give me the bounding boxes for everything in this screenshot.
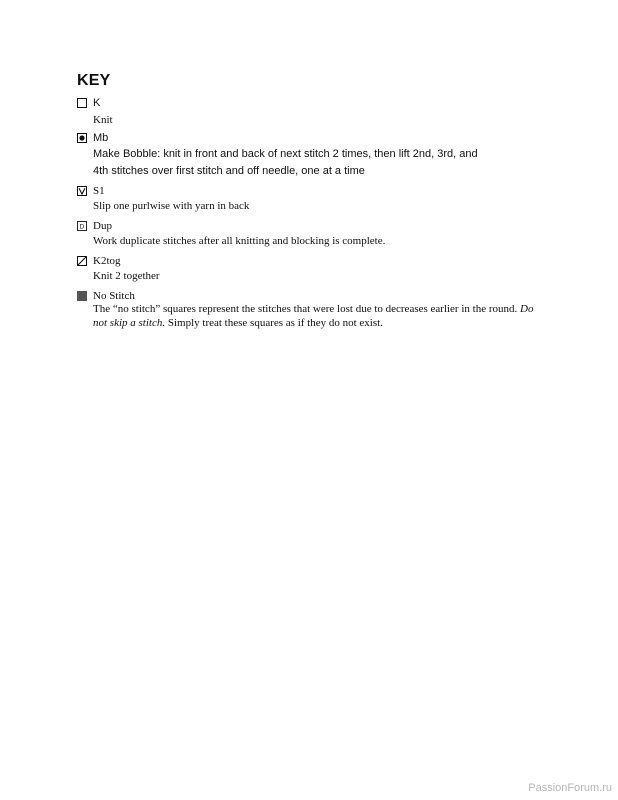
key-desc-line: 4th stitches over first stitch and off needle, one at a time [93, 165, 365, 177]
key-abbr: K [93, 97, 101, 109]
key-abbr: Mb [93, 132, 109, 144]
key-desc: Slip one purlwise with yarn in back [93, 200, 250, 212]
key-desc-emphasis: Do not skip a stitch. [93, 303, 534, 329]
d-square-letter: D [79, 223, 85, 231]
key-desc: Knit 2 together [93, 270, 160, 282]
key-entry-dup [77, 219, 547, 248]
key-title: KEY [77, 72, 111, 89]
slash-square-icon [77, 256, 87, 266]
key-desc-line: Make Bobble: knit in front and back of next stitch 2 times, then lift 2nd, 3rd, and [93, 148, 478, 160]
d-square-icon [77, 221, 87, 231]
filled-square-icon [77, 291, 87, 301]
key-entry-k [77, 96, 547, 127]
key-entry-s1 [77, 184, 547, 213]
key-entry-no-stitch [77, 289, 539, 330]
watermark: PassionForum.ru [528, 782, 612, 794]
key-desc: Knit [93, 114, 113, 126]
key-entry-k2tog [77, 254, 547, 283]
dot-square-icon [77, 133, 87, 143]
key-desc [93, 303, 539, 330]
key-desc-text: The “no stitch” squares represent the stitches that were lost due to decreases earlier in the round. [93, 303, 521, 315]
key-desc-text: Simply treat these squares as if they do not exist. [165, 316, 383, 329]
v-square-icon [77, 186, 87, 196]
key-desc [93, 146, 547, 180]
key-abbr: Dup [93, 220, 112, 232]
key-entry-mb [77, 131, 547, 180]
key-abbr: K2tog [93, 255, 121, 267]
key-abbr: S1 [93, 185, 105, 197]
key-desc: Work duplicate stitches after all knitting and blocking is complete. [93, 235, 386, 247]
key-abbr: No Stitch [93, 290, 135, 302]
empty-square-icon [77, 98, 87, 108]
